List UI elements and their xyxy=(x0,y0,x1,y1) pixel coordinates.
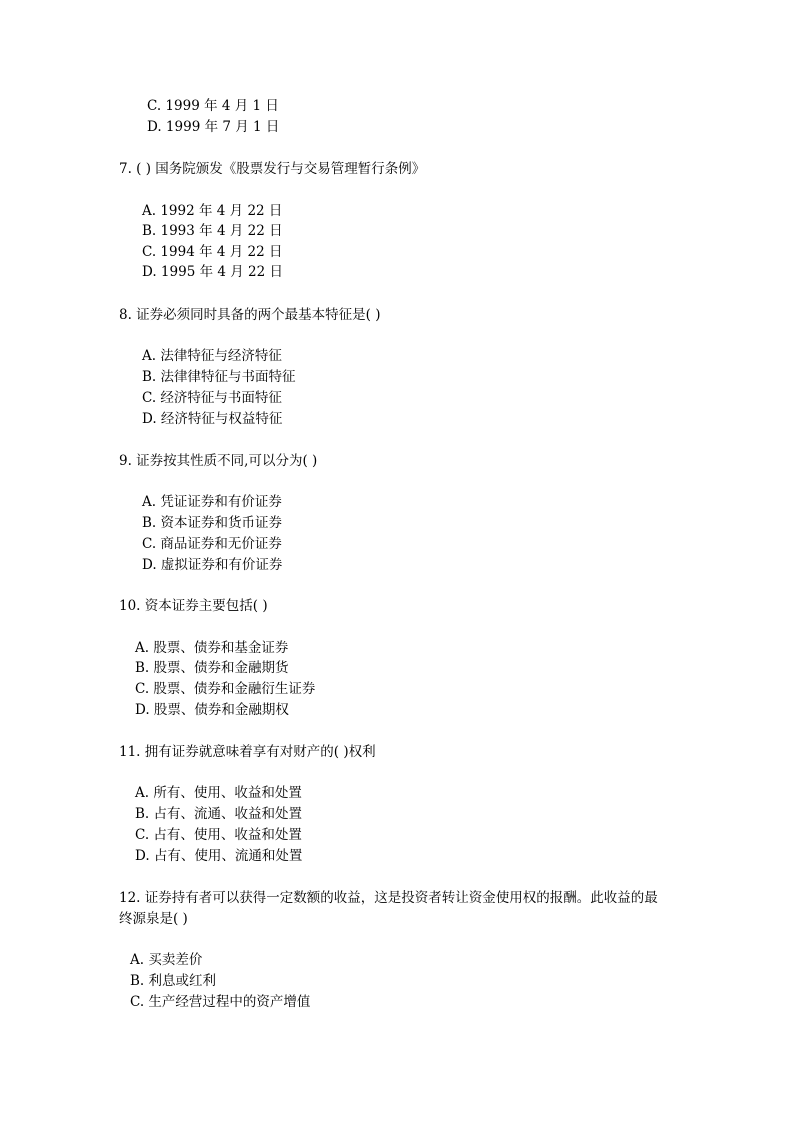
question-7-option-b: B. 1993 年 4 月 22 日 xyxy=(142,223,283,239)
question-9-option-b: B. 资本证券和货币证券 xyxy=(142,515,283,531)
option-d: D. 1999 年 7 月 1 日 xyxy=(147,119,280,135)
question-8-option-a: A. 法律特征与经济特征 xyxy=(142,348,282,364)
question-12-stem-line-1: 12. 证券持有者可以获得一定数额的收益，这是投资者转让资金使用权的报酬。此收益的最 xyxy=(119,890,658,906)
option-c: C. 1999 年 4 月 1 日 xyxy=(147,98,279,114)
question-9-option-c: C. 商品证券和无价证券 xyxy=(142,536,282,552)
question-10-option-d: D. 股票、债券和金融期权 xyxy=(135,702,289,718)
question-8-stem: 8. 证券必须同时具备的两个最基本特征是( ) xyxy=(119,307,381,323)
question-11-option-d: D. 占有、使用、流通和处置 xyxy=(135,848,303,864)
question-7-option-d: D. 1995 年 4 月 22 日 xyxy=(142,264,284,280)
question-8-option-c: C. 经济特征与书面特征 xyxy=(142,390,282,406)
question-10-option-a: A. 股票、债券和基金证券 xyxy=(135,640,289,656)
question-10-option-c: C. 股票、债券和金融衍生证券 xyxy=(135,681,316,697)
question-8-option-d: D. 经济特征与权益特征 xyxy=(142,411,283,427)
question-11-option-a: A. 所有、使用、收益和处置 xyxy=(135,785,302,801)
question-9-option-a: A. 凭证证券和有价证券 xyxy=(142,494,282,510)
question-7-stem: 7. ( ) 国务院颁发《股票发行与交易管理暂行条例》 xyxy=(119,161,426,177)
question-12-stem-line-2: 终源泉是( ) xyxy=(119,911,188,927)
question-12-option-c: C. 生产经营过程中的资产增值 xyxy=(130,994,311,1010)
question-12-option-b: B. 利息或红利 xyxy=(130,973,217,989)
question-9-option-d: D. 虚拟证券和有价证券 xyxy=(142,557,283,573)
question-11-option-c: C. 占有、使用、收益和处置 xyxy=(135,827,302,843)
question-12-option-a: A. 买卖差价 xyxy=(130,952,203,968)
question-11-stem: 11. 拥有证券就意味着享有对财产的( )权利 xyxy=(119,744,376,760)
question-9-stem: 9. 证券按其性质不同,可以分为( ) xyxy=(119,453,318,469)
question-10-stem: 10. 资本证券主要包括( ) xyxy=(119,598,268,614)
question-10-option-b: B. 股票、债券和金融期货 xyxy=(135,660,289,676)
question-8-option-b: B. 法律律特征与书面特征 xyxy=(142,369,296,385)
question-7-option-c: C. 1994 年 4 月 22 日 xyxy=(142,244,283,260)
question-11-option-b: B. 占有、流通、收益和处置 xyxy=(135,806,303,822)
question-7-option-a: A. 1992 年 4 月 22 日 xyxy=(142,203,283,219)
